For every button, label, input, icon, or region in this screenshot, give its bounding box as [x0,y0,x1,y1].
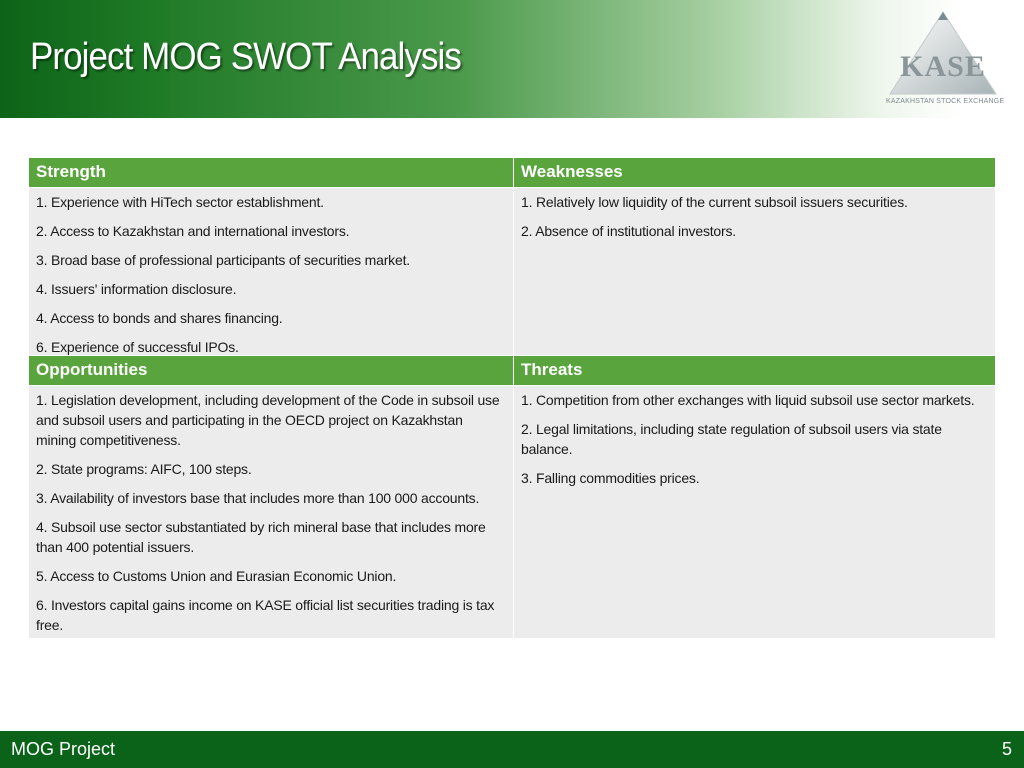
strength-cell [29,188,514,356]
kase-logo-caption: KAZAKHSTAN STOCK EXCHANGE [886,98,1005,105]
kase-logo-text: KASE [900,50,986,83]
threats-header: Threats [514,356,996,386]
opportunity-item: 5. Access to Customs Union and Eurasian Economic Union. [36,568,397,584]
header-banner [0,0,1024,118]
strength-item: 1. Experience with HiTech sector establishment. [36,194,324,210]
opportunity-item: 4. Subsoil use sector substantiated by rich mineral base that includes more than 400 potential issuers. [36,519,486,555]
strength-item: 4. Issuers' information disclosure. [36,281,237,297]
slide-title: Project MOG SWOT Analysis [30,36,461,78]
strength-header: Strength [29,158,514,188]
threat-item: 3. Falling commodities prices. [521,470,700,486]
opportunity-item: 2. State programs: AIFC, 100 steps. [36,461,252,477]
kase-logo-mark [886,10,1000,100]
opportunity-item: 6. Investors capital gains income on KASE official list securities trading is tax free. [36,597,495,633]
strength-item: 2. Access to Kazakhstan and international investors. [36,223,350,239]
threat-item: 1. Competition from other exchanges with liquid subsoil use sector markets. [521,392,975,408]
weakness-item: 2. Absence of institutional investors. [521,223,736,239]
footer-project-name: MOG Project [11,739,116,759]
strength-item: 3. Broad base of professional participants of securities market. [36,252,410,268]
weaknesses-header: Weaknesses [514,158,996,188]
opportunity-item: 1. Legislation development, including development of the Code in subsoil use and subsoil users and participating in the OECD project on Kazakhstan mining competitiveness. [36,392,500,448]
opportunities-header: Opportunities [29,356,514,386]
page-number: 5 [1001,739,1012,759]
footer-bar [0,731,1024,768]
weaknesses-cell [514,188,996,356]
threat-item: 2. Legal limitations, including state regulation of subsoil users via state balance. [521,421,942,457]
swot-table [29,158,996,639]
strength-item: 4. Access to bonds and shares financing. [36,310,283,326]
opportunities-cell [29,386,514,639]
opportunity-item: 3. Availability of investors base that includes more than 100 000 accounts. [36,490,480,506]
kase-logo [886,10,1005,112]
threats-cell [514,386,996,639]
weakness-item: 1. Relatively low liquidity of the current subsoil issuers securities. [521,194,908,210]
strength-item: 6. Experience of successful IPOs. [36,339,239,355]
